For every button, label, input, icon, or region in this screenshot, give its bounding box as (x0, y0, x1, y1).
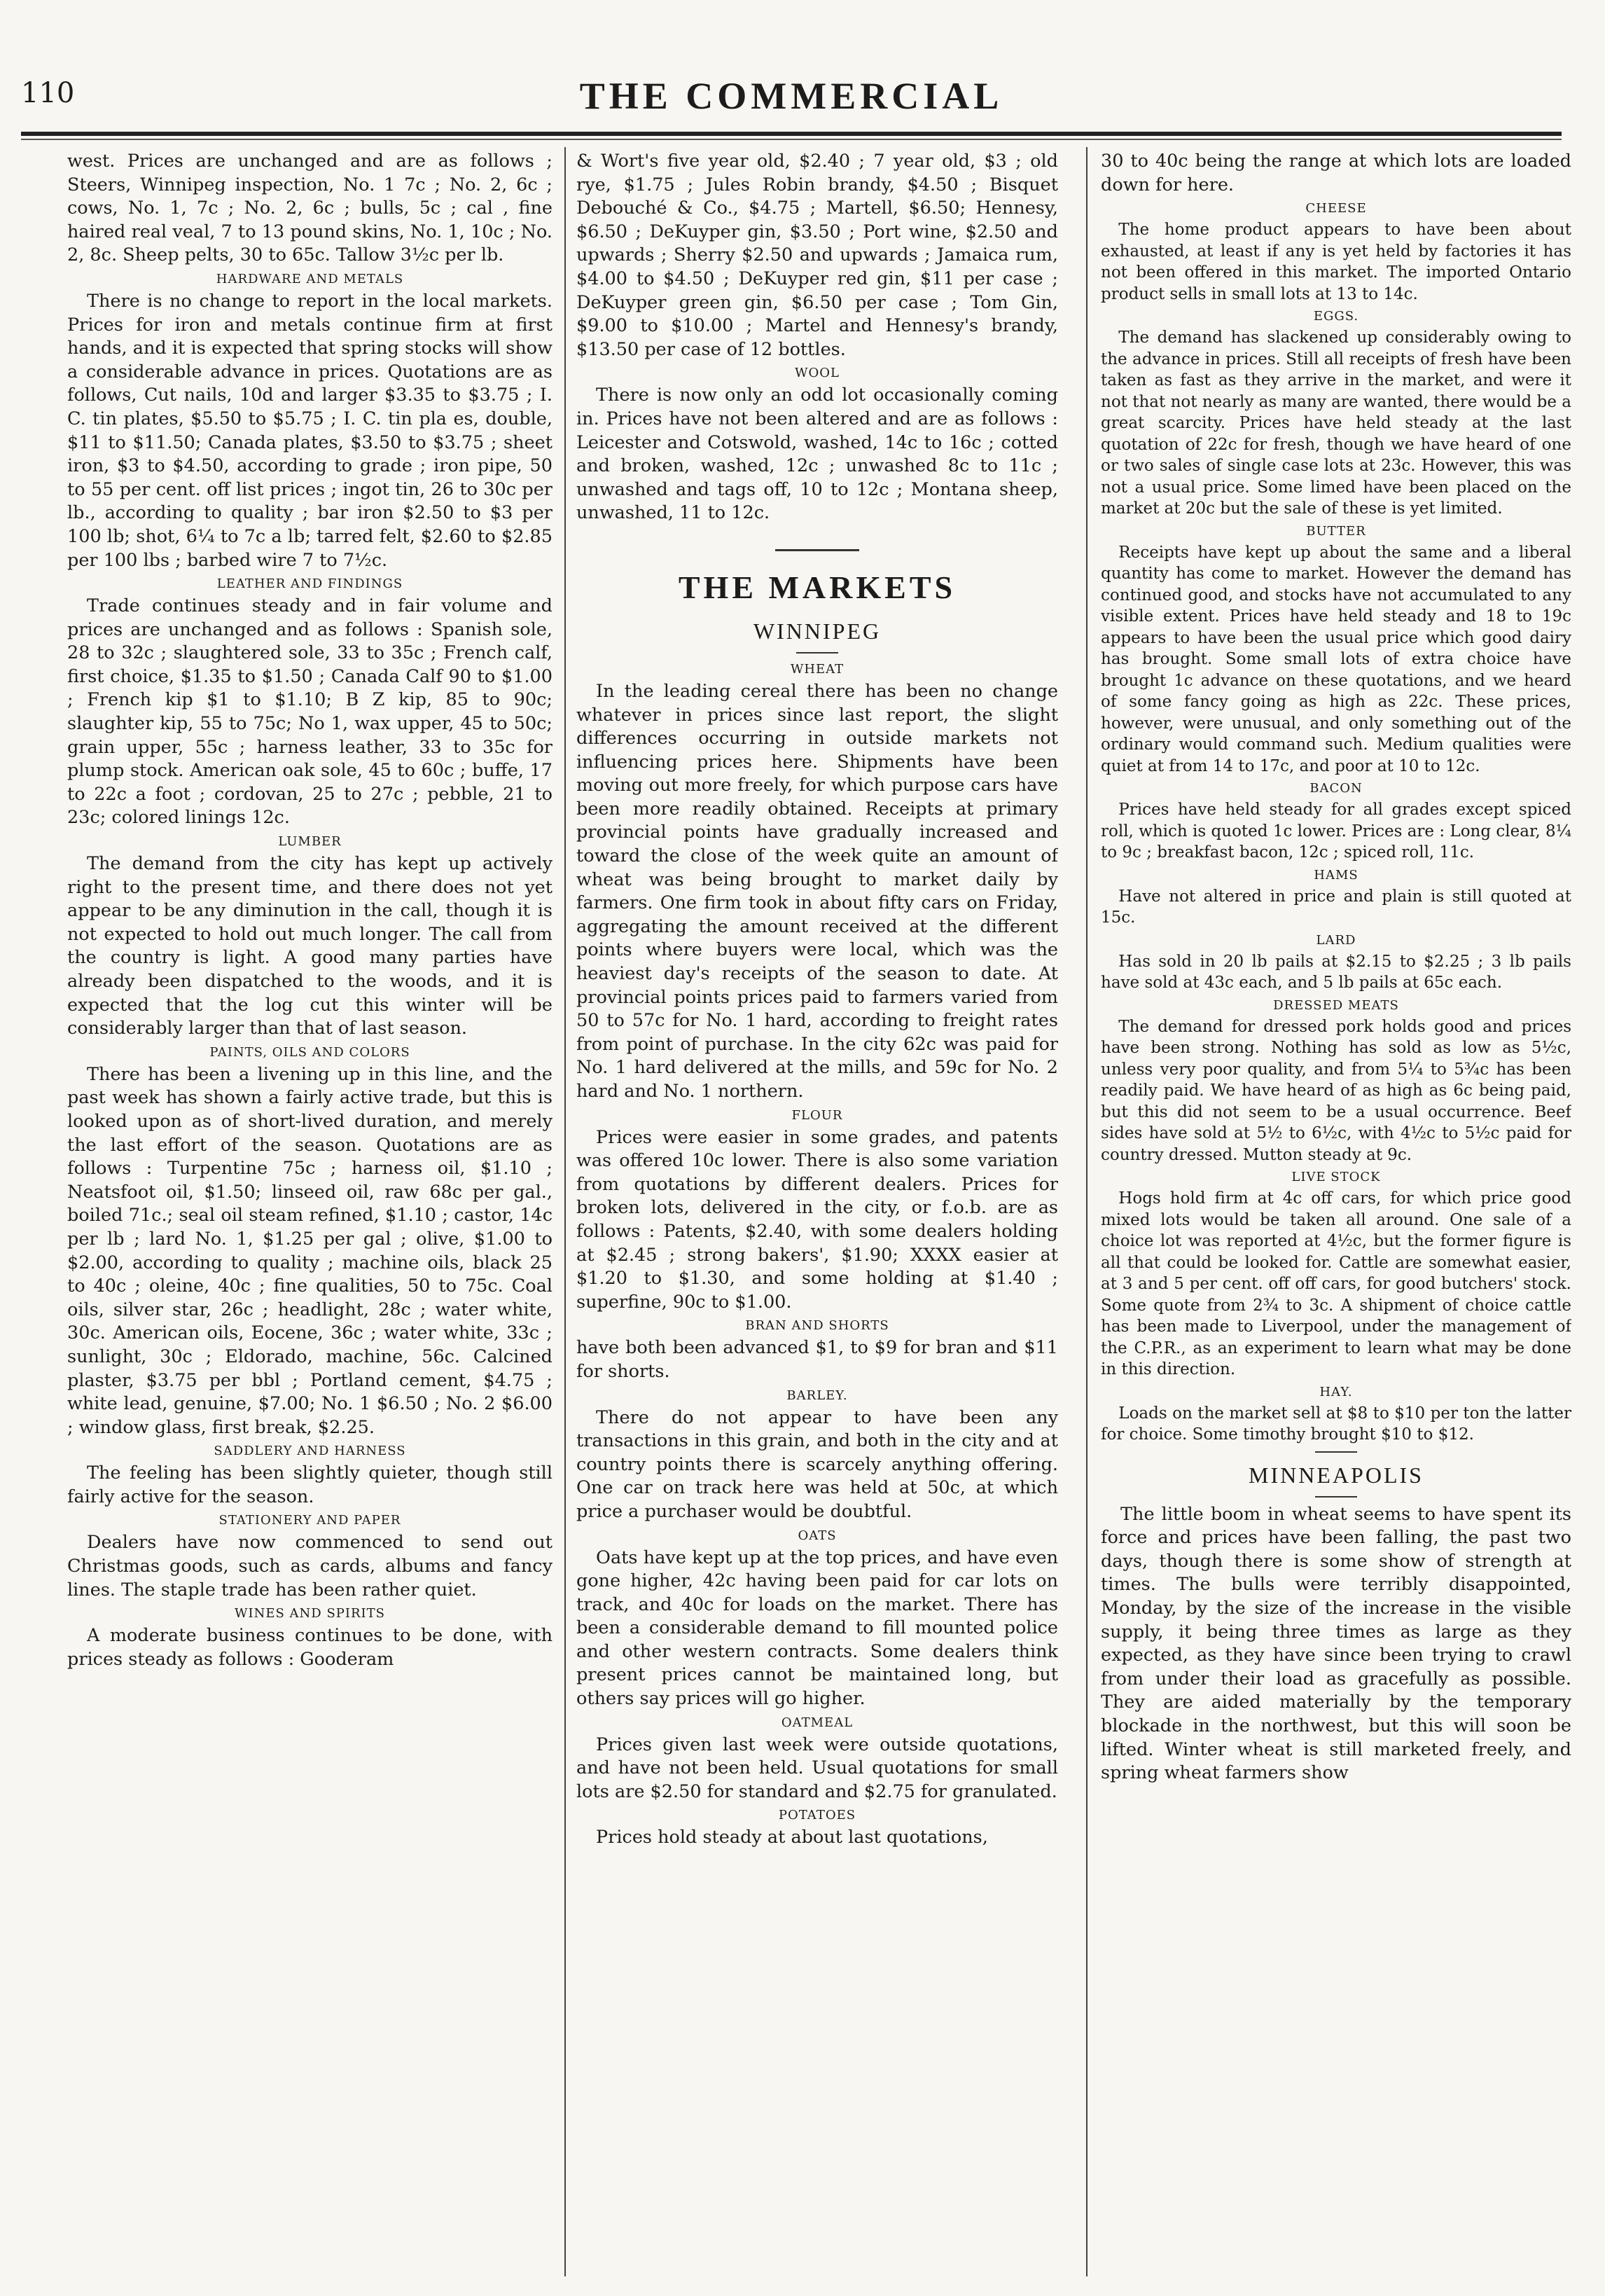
masthead-rule (21, 132, 1562, 136)
article-paragraph: Trade continues steady and in fair volume and prices are unchanged and as follows : Spanish sole, 28 to 32c ; slaughtered sole, 33 to 35c ; French calf, first choice, $1.35 to $1.50 ; Canada Calf 90 to $1.00 ; French kip $1 to $1.10; B Z kip, 85 to 90c; slaughter kip, 55 to 75c; No 1, wax upper, 45 to 50c; grain upper, 55c ; harness leather, 33 to 35c for plump stock. American oak sole, 45 to 60c ; buffe, 17 to 22c a foot ; cordovan, 25 to 27c ; pebble, 21 to 23c; colored linings 12c. (67, 595, 553, 829)
article-paragraph: Loads on the market sell at $8 to $10 per ton the latter for choice. Some timothy brought $10 to $12. (1101, 1404, 1571, 1444)
section-heading: OATMEAL (781, 1715, 854, 1730)
section-heading: BARLEY. (786, 1388, 848, 1403)
article-paragraph: The home product appears to have been about exhausted, at least if any is yet held by factories it has not been offered in this market. The imported Ontario product sells in small lots at 13 to 14c. (1101, 221, 1571, 303)
section-heading: LARD (1316, 932, 1356, 948)
article-paragraph: Prices given last week were outside quotations, and have not been held. Usual quotations for small lots are $2.50 for standard and $2.75 for granulated. (576, 1734, 1058, 1802)
section-heading: CHEESE (1305, 201, 1367, 216)
section-heading: PAINTS, OILS AND COLORS (209, 1044, 410, 1060)
article-paragraph: Oats have kept up at the top prices, and have even gone higher, 42c having been paid for car lots on track, and 40c for loads on the market. There has been a considerable demand to fill mounted police and other western contracts. Some dealers think present prices cannot be maintained long, but others say prices will go higher. (576, 1547, 1058, 1710)
winnipeg-heading: WINNIPEG (753, 618, 882, 644)
article-paragraph: Hogs hold firm at 4c off cars, for which price good mixed lots would be taken all around. One sale of a choice lot was reported at 4½c, but the former figure is all that could be looked for. Cattle are somewhat easier, at 3 and 5 per cent. off off cars, for good butchers' stock. Some quote from 2¾ to 3c. A shipment of choice cattle has been made to Liverpool, under the management of the C.P.R., as an experiment to learn what may be done in this direction. (1101, 1189, 1571, 1379)
minneapolis-heading: MINNEAPOLIS (1249, 1462, 1424, 1488)
section-rule (796, 652, 838, 653)
column-2 (576, 150, 1058, 2272)
section-heading: HAY. (1319, 1384, 1353, 1399)
article-paragraph: The demand from the city has kept up actively right to the present time, and there does not yet appear to be any diminution in the call, though it is not expected to hold out much longer. The call from the country is light. A good many parties have already been dispatched to the woods, and it is expected that the log cut this winter will be considerably larger than that of last season. (67, 853, 553, 1039)
article-paragraph: There is no change to report in the local markets. Prices for iron and metals continue firm at first hands, and it is expected that spring stocks will show a considerable advance in prices. Quotations are as follows, Cut nails, 10d and larger $3.35 to $3.75 ; I. C. tin plates, $5.50 to $5.75 ; I. C. tin pla es, double, $11 to $11.50; Canada plates, $3.50 to $3.75 ; sheet iron, $3 to $4.50, according to grade ; iron pipe, 50 to 55 per cent. off list prices ; ingot tin, 26 to 30c per lb., according to quality ; bar iron $2.50 to $3 per 100 lb; shot, 6¼ to 7c a lb; tarred felt, $2.60 to $2.85 per 100 lbs ; barbed wire 7 to 7½c. (67, 290, 553, 571)
column-1 (67, 150, 553, 2272)
section-heading: BRAN AND SHORTS (745, 1318, 889, 1334)
section-heading: LEATHER AND FINDINGS (216, 576, 403, 592)
section-rule (1315, 1496, 1357, 1498)
section-heading: DRESSED MEATS (1273, 997, 1399, 1013)
section-heading: WOOL (795, 366, 840, 381)
article-paragraph: Has sold in 20 lb pails at $2.15 to $2.25 ; 3 lb pails have sold at 43c each, and 5 lb pails at 65c each. (1101, 952, 1571, 993)
section-heading: FLOUR (791, 1107, 843, 1123)
section-heading: HAMS (1314, 867, 1359, 883)
article-paragraph: The demand has slackened up considerably owing to the advance in prices. Still all receipts of fresh have been taken as fast as they arrive in the market, and were it not that not nearly as many are wanted, there would be a great scarcity. Prices have held steady at the last quotation of 22c for fresh, though we have heard of one or two sales of single case lots at 23c. However, this was not a usual price. Some limed have been placed on the market at 20c but the sale of these is yet limited. (1101, 329, 1571, 518)
article-paragraph: Prices hold steady at about last quotations, (596, 1827, 988, 1848)
article-paragraph: There has been a livening up in this line, and the past week has shown a fairly active trade, but this is looked upon as of short-lived duration, and merely the last effort of the season. Quotations are as follows : Turpentine 75c ; harness oil, $1.10 ; Neatsfoot oil, $1.50; linseed oil, raw 68c per gal., boiled 71c.; seal oil steam refined, $1.10 ; castor, 14c per lb ; lard No. 1, $1.25 per gal ; olive, $1.00 to $2.00, according to quality ; machine oils, black 25 to 40c ; oleine, 40c ; fine qualities, 50 to 75c. Coal oils, silver star, 26c ; headlight, 28c ; water white, 30c. American oils, Eocene, 36c ; water white, 33c ; sunlight, 30c ; Eldorado, machine, 56c. Calcined plaster, $3.75 per bbl ; Portland cement, $4.75 ; white lead, genuine, $7.00; No. 1 $6.50 ; No. 2 $6.00 ; window glass, first break, $2.25. (67, 1063, 553, 1438)
section-rule (775, 549, 859, 551)
section-heading: LIVE STOCK (1291, 1170, 1381, 1185)
article-paragraph: There do not appear to have been any transactions in this grain, and both in the city and at country points there is scarcely anything offering. One car on track here was held at 50c, at which price a purchaser would be doubtful. (576, 1406, 1058, 1522)
article-paragraph: In the leading cereal there has been no change whatever in prices since last report, the slight differences occurring in outside markets not influencing prices here. Shipments have been moving out more freely, for which purpose cars have been more readily obtained. Receipts at primary provincial points have gradually increased and toward the close of the week quite an amount of wheat was being brought to market daily by farmers. One firm took in about fifty cars on Friday, aggregating the amount received at the different points where buyers were local, which was the heaviest day's receipts of the season to date. At provincial points prices paid to farmers varied from 50 to 57c for No. 1 hard, according to freight rates from point of purchase. In the city 62c was paid for No. 1 hard delivered at the mills, and 59c for No. 2 hard and No. 1 northern. (576, 680, 1058, 1102)
article-paragraph: 30 to 40c being the range at which lots are loaded down for here. (1101, 151, 1571, 195)
article-paragraph: Prices were easier in some grades, and patents was offered 10c lower. There is also some variation from quotations by different dealers. Prices for broken lots, delivered in the city, or f.o.b. are as follows : Patents, $2.40, with some dealers holding at $2.45 ; strong bakers', $1.90; XXXX easier at $1.20 to $1.30, and some holding at $1.40 ; superfine, 90c to $1.00. (576, 1126, 1058, 1313)
section-heading: OATS (798, 1528, 837, 1543)
column-divider (1086, 147, 1088, 2276)
section-heading: LUMBER (278, 834, 342, 850)
article-paragraph: The feeling has been slightly quieter, though still fairly active for the season. (67, 1462, 553, 1507)
column-divider (564, 147, 566, 2276)
section-heading: EGGS. (1313, 309, 1359, 324)
newspaper-title: THE COMMERCIAL (579, 75, 1003, 117)
section-heading: WHEAT (790, 661, 845, 677)
section-heading: POTATOES (778, 1808, 856, 1823)
article-paragraph: west. Prices are unchanged and are as follows ; Steers, Winnipeg inspection, No. 1 7c ; No. 2, 6c ; cows, No. 1, 7c ; No. 2, 6c ; bulls, 5c ; cal , fine haired real veal, 7 to 13 pound skins, No. 1, 10c ; No. 2, 8c. Sheep pelts, 30 to 65c. Tallow 3½c per lb. (67, 151, 553, 266)
article-paragraph: & Wort's five year old, $2.40 ; 7 year old, $3 ; old rye, $1.75 ; Jules Robin brandy, $4.50 ; Bisquet Debouché & Co., $4.75 ; Martell, $6.50; Hennesy, $6.50 ; DeKuyper gin, $3.50 ; Port wine, $2.50 and upwards ; Sherry $2.50 and upwards ; Jamaica rum, $4.00 to $4.50 ; DeKuyper red gin, $11 per case ; DeKuyper green gin, $6.50 per case ; Tom Gin, $9.00 to $10.00 ; Martel and Hennesy's brandy, $13.50 per case of 12 bottles. (576, 151, 1058, 360)
article-paragraph: The demand for dressed pork holds good and prices have been strong. Nothing has sold as low as 5½c, unless very poor quality, and from 5¼ to 5¾c has been readily paid. We have heard of as high as 6c being paid, but this did not seem to be a usual occurrence. Beef sides have sold at 5½ to 6½c, with 4½c to 5½c paid for country dressed. Mutton steady at 9c. (1101, 1017, 1571, 1164)
article-paragraph: have both been advanced $1, to $9 for bran and $11 for shorts. (576, 1337, 1058, 1382)
section-heading: SADDLERY AND HARNESS (214, 1444, 406, 1459)
section-heading: BACON (1309, 781, 1363, 796)
article-paragraph: The little boom in wheat seems to have spent its force and prices have been falling, the past two days, though there is some show of strength at times. The bulls were terribly disappointed, Monday, by the size of the increase in the visible supply, it being three times as large as they expected, as they have since been trying to crawl from under their load as gracefully as possible. They are aided materially by the temporary blockade in the northwest, but this will soon be lifted. Winter wheat is still marketed freely, and spring wheat farmers show (1101, 1503, 1571, 1784)
article-paragraph: Receipts have kept up about the same and a liberal quantity has come to market. However the demand has continued good, and stocks have not accumulated to any visible extent. Prices have held steady and 18 to 19c appears to have been the usual price which good dairy has brought. Some small lots of extra choice have brought 1c advance on these quotations, and we heard of some fancy going as high as 22c. These prices, however, were unusual, and only something out of the ordinary would command such. Medium qualities were quiet at from 14 to 17c, and poor at 10 to 12c. (1101, 543, 1571, 775)
markets-heading: THE MARKETS (678, 569, 957, 605)
masthead-rule-thin (21, 139, 1562, 140)
article-paragraph: Dealers have now commenced to send out Christmas goods, such as cards, albums and fancy lines. The staple trade has been rather quiet. (67, 1532, 553, 1600)
article-paragraph: There is now only an odd lot occasionally coming in. Prices have not been altered and are as follows : Leicester and Cotswold, washed, 14c to 16c ; cotted and broken, washed, 12c ; unwashed 8c to 11c ; unwashed and tags off, 10 to 12c ; Montana sheep, unwashed, 11 to 12c. (576, 385, 1058, 524)
section-heading: WINES AND SPIRITS (234, 1606, 385, 1621)
article-paragraph: Have not altered in price and plain is still quoted at 15c. (1101, 887, 1571, 927)
article-paragraph: Prices have held steady for all grades except spiced roll, which is quoted 1c lower. Prices are : Long clear, 8¼ to 9c ; breakfast bacon, 12c ; spiced roll, 11c. (1101, 801, 1571, 862)
page-number: 110 (21, 77, 75, 109)
section-heading: STATIONERY AND PAPER (218, 1513, 401, 1528)
column-3 (1101, 150, 1571, 2272)
article-paragraph: A moderate business continues to be done, with prices steady as follows : Gooderam (67, 1625, 553, 1670)
section-heading: BUTTER (1306, 523, 1366, 539)
section-heading: HARDWARE AND METALS (216, 271, 404, 286)
section-rule (1315, 1451, 1357, 1453)
